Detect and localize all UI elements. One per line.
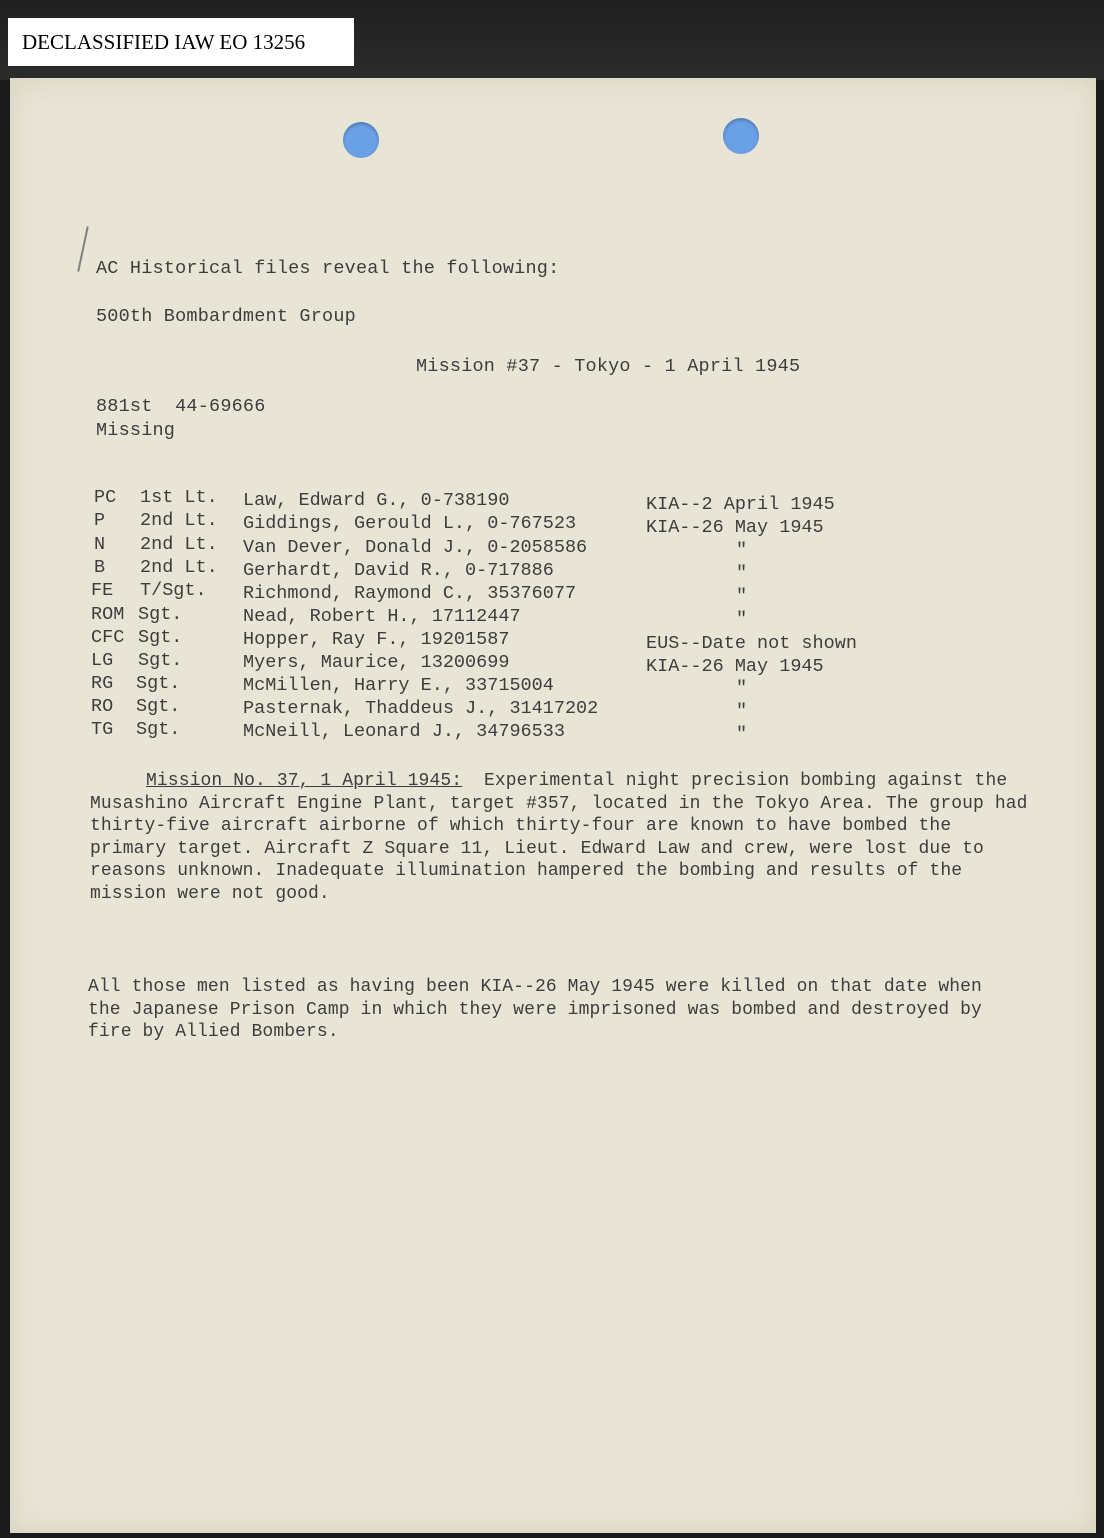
crew-fate: " (736, 609, 748, 630)
punch-hole-right (723, 118, 759, 154)
crew-position: LG (91, 650, 114, 671)
crew-rank: Sgt. (136, 696, 181, 717)
crew-fate: KIA--26 May 1945 (646, 656, 824, 677)
crew-rank: Sgt. (138, 604, 183, 625)
group-name: 500th Bombardment Group (96, 306, 356, 327)
crew-position: B (94, 557, 106, 578)
crew-rank: 2nd Lt. (140, 510, 218, 531)
crew-fate: EUS--Date not shown (646, 633, 857, 654)
crew-name: Hopper, Ray F., 19201587 (243, 629, 510, 650)
crew-fate: KIA--26 May 1945 (646, 517, 824, 538)
crew-rank: 1st Lt. (140, 487, 218, 508)
crew-fate: KIA--2 April 1945 (646, 494, 835, 515)
aircraft-status: Missing (96, 420, 176, 441)
intro-line: AC Historical files reveal the following: (96, 258, 560, 279)
crew-name: Nead, Robert H., 17112447 (243, 606, 521, 627)
crew-name: Myers, Maurice, 13200699 (243, 652, 510, 673)
crew-position: ROM (91, 604, 125, 625)
narrative-body: Experimental night precision bombing against the Musashino Aircraft Engine Plant, target #357, located in the Tokyo Area. The group had thirty-five aircraft airborne of which thirty-four are known to have bombed the primary target. Aircraft Z Square 11, Lieut. Edward Law and crew, were lost due to reasons unknown. Inadequate illumination hampered the bombing and results of the mission were not good. (90, 771, 1028, 904)
mission-narrative (90, 770, 1035, 905)
crew-position: PC (94, 487, 117, 508)
crew-name: Law, Edward G., 0-738190 (243, 490, 510, 511)
crew-rank: Sgt. (138, 650, 183, 671)
crew-fate: " (736, 678, 748, 699)
mission-title: Mission #37 - Tokyo - 1 April 1945 (416, 356, 801, 377)
crew-rank: T/Sgt. (140, 580, 207, 601)
crew-fate: " (736, 563, 748, 584)
crew-name: Gerhardt, David R., 0-717886 (243, 560, 554, 581)
crew-rank: 2nd Lt. (140, 557, 218, 578)
crew-rank: 2nd Lt. (140, 534, 218, 555)
crew-fate: " (736, 724, 748, 745)
crew-name: Richmond, Raymond C., 35376077 (243, 583, 577, 604)
crew-rank: Sgt. (138, 627, 183, 648)
crew-rank: Sgt. (136, 719, 181, 740)
crew-position: TG (91, 719, 114, 740)
crew-fate: " (736, 540, 748, 561)
crew-fate: " (736, 701, 748, 722)
crew-position: P (94, 510, 106, 531)
closing-note: All those men listed as having been KIA--26 May 1945 were killed on that date when the Japanese Prison Camp in which they were imprisoned was bombed and destroyed by fire by Allied Bombers. (88, 977, 982, 1042)
punch-hole-left (343, 122, 379, 158)
crew-position: CFC (91, 627, 125, 648)
squadron-aircraft: 881st 44-69666 (96, 396, 266, 417)
crew-name: McMillen, Harry E., 33715004 (243, 675, 554, 696)
crew-name: McNeill, Leonard J., 34796533 (243, 721, 565, 742)
crew-name: Van Dever, Donald J., 0-2058586 (243, 537, 588, 558)
declassified-stamp: DECLASSIFIED IAW EO 13256 (8, 18, 354, 66)
crew-name: Pasternak, Thaddeus J., 31417202 (243, 698, 599, 719)
pencil-mark (77, 226, 89, 271)
crew-rank: Sgt. (136, 673, 181, 694)
crew-position: FE (91, 580, 114, 601)
crew-position: RO (91, 696, 114, 717)
crew-fate: " (736, 586, 748, 607)
crew-name: Giddings, Gerould L., 0-767523 (243, 513, 577, 534)
narrative-heading: Mission No. 37, 1 April 1945: (146, 771, 463, 791)
crew-position: N (94, 534, 106, 555)
crew-position: RG (91, 673, 114, 694)
